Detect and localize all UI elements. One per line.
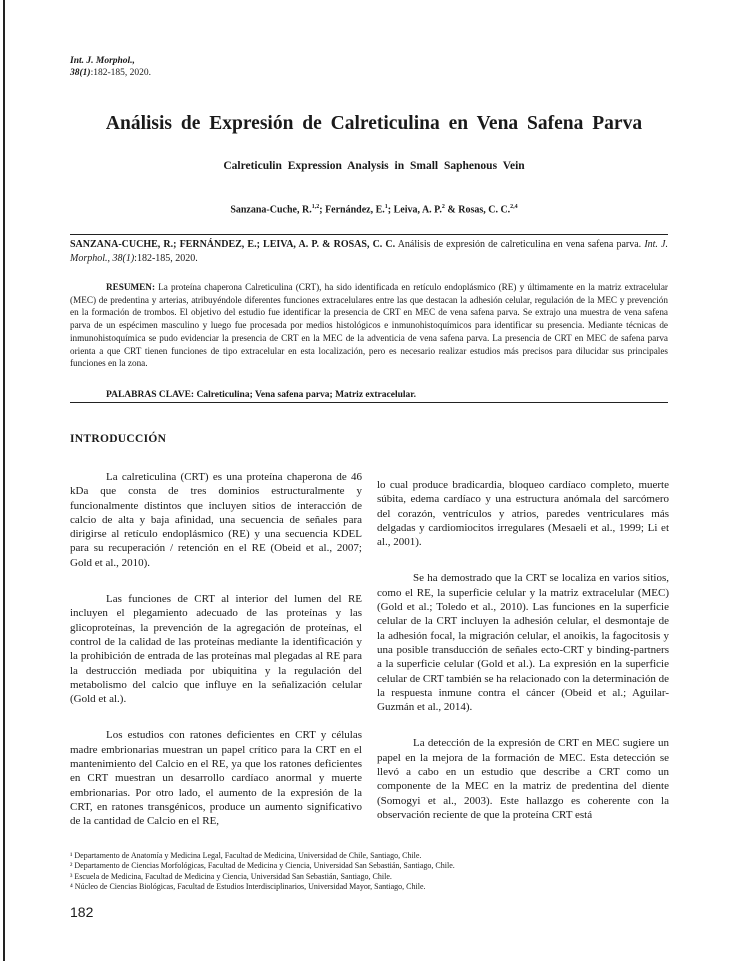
body-paragraph: lo cual produce bradicardia, bloqueo cardíaco completo, muerte súbita, edema cardíaco y una estructura anómala del sarcómero del corazón, ventrículos y atrios, paredes ventriculares más delgadas y cardiomiocitos irregulares (Mesaeli et al., 1999; Li et al., 2001).: [377, 479, 669, 549]
keywords-text: Calreticulina; Vena safena parva; Matriz extracelular.: [194, 390, 416, 400]
section-heading: INTRODUCCIÓN: [70, 433, 167, 445]
author-name: Rosas, C. C.: [458, 204, 511, 216]
citation-block: [70, 238, 668, 266]
author-separator: ;: [319, 204, 326, 216]
abstract: [70, 281, 668, 370]
journal-volume: 38(1): [70, 68, 91, 78]
page-edge-rule: [3, 0, 5, 961]
author-name: Leiva, A. P.: [393, 204, 442, 216]
author-name: Fernández, E.: [325, 204, 385, 216]
keywords-label: PALABRAS CLAVE:: [106, 390, 195, 400]
body-paragraph: Las funciones de CRT al interior del lumen del RE incluyen el plegamiento adecuado de las proteínas y las glicoproteínas, la prevención de la agregación de proteínas, el control de la calidad de las proteínas mediante la identificación y la prohibición de entrada de las proteínas mal plegadas al RE para la destrucción mediada por ubiquitina y la regulación del metabolismo del calcio que influye en la señalización celular (Gold et al.).: [70, 593, 362, 706]
citation-pages: :182-185, 2020.: [134, 253, 198, 264]
body-paragraph: Los estudios con ratones deficientes en CRT y células madre embrionarias muestran un papel crítico para la CRT en el mantenimiento del Calcio en el RE, ya que los ratones deficientes en CRT muestran un desarrollo cardíaco anormal y muerte embrionarias. Por otro lado, el aumento de la expresión de la CRT, en ratones transgénicos, produce un aumento significativo de la cantidad de Calcio en el RE,: [70, 729, 362, 828]
author-affiliation: 2: [441, 204, 445, 210]
left-column: [70, 470, 362, 851]
author-separator: &: [444, 204, 459, 216]
paper-title: Análisis de Expresión de Calreticulina en Vena Safena Parva: [105, 113, 643, 134]
footnote: ⁴ Núcleo de Ciencias Biológicas, Facultad de Estudios Interdisciplinarios, Universidad Mayor, Santiago, Chile.: [70, 881, 426, 891]
author-affiliation: 1,2: [311, 204, 320, 210]
page-number: 182: [70, 904, 94, 920]
author-affiliation: 1: [384, 204, 388, 210]
body-paragraph: Se ha demostrado que la CRT se localiza en varios sitios, como el RE, la superficie celular y la matriz extracelular (MEC) (Gold et al.; Toledo et al., 2010). Las funciones en la superficie celular de la CRT incluyen la adhesión celular, el desmontaje de la adhesión focal, la migración celular, el anoikis, la fagocitosis y una posible transducción de señales ecto-CRT y binding-partners a la superficie celular (Gold et al.). La expresión en la superficie celular de CRT también se ha relacionado con la determinación de la respuesta inmune contra el cáncer (Obeid et al.; Aguilar-Guzmán et al., 2014).: [377, 572, 669, 714]
keywords: [70, 390, 668, 400]
right-column: [377, 478, 669, 844]
author-name: Sanzana-Cuche, R.: [230, 204, 312, 216]
paper-subtitle: Calreticulin Expression Analysis in Small Saphenous Vein: [223, 160, 525, 172]
journal-name: Int. J. Morphol.,: [70, 56, 135, 66]
footnote: ² Departamento de Ciencias Morfológicas, Facultad de Medicina y Ciencia, Universidad San Sebastián, Santiago, Chile.: [70, 861, 455, 871]
footnote: ¹ Departamento de Anatomía y Medicina Legal, Facultad de Medicina, Universidad de Chile, Santiago, Chile.: [70, 851, 422, 860]
author-list: [0, 204, 748, 215]
journal-reference: [70, 55, 151, 79]
citation-title: Análisis de expresión de calreticulina en vena safena parva.: [395, 239, 645, 250]
footnotes: [70, 851, 670, 892]
citation-authors: SANZANA-CUCHE, R.; FERNÁNDEZ, E.; LEIVA, A. P. & ROSAS, C. C.: [70, 239, 396, 250]
rule-top: [70, 234, 668, 235]
body-paragraph: La detección de la expresión de CRT en MEC sugiere un papel en la mejora de la formación de MEC. Esta detección se llevó a cabo en un estudio que describe a CRT como un componente de la MEC en la matriz de predentina del diente (Somogyi et al., 2003). Este hallazgo es coherente con la observación reciente de que la proteína CRT está: [377, 737, 669, 821]
author-affiliation: 2,4: [510, 204, 518, 210]
rule-bottom: [70, 402, 668, 403]
abstract-text: La proteína chaperona Calreticulina (CRT), ha sido identificada en retículo endoplásmico (RE) y últimamente en la matriz extracelular (MEC) de predentina y arterias, atribuyéndole diferentes funciones extracelulares entre las que destacan la adhesión celular, regulación de la MEC y prevención en la formación de trombos. El objetivo del estudio fue identificar la presencia de CRT en MEC de vena safena parva. Se extrajo una muestra de vena safena parva de un espécimen masculino y luego fue procesada por medios histológicos e inmunohistoquímicos para identificar su presencia. Mediante técnicas de inmunohistoquímica se pudo evidenciar la presencia de CRT en la MEC de la adventicia de vena safena parva. La presencia de CRT en MEC de safena parva orienta a que CRT tienen funciones de tipo extracelular en esta localización, pero es necesario realizar estudios más precisos para dilucidar sus principales funciones en la zona.: [70, 282, 668, 369]
footnote: ³ Escuela de Medicina, Facultad de Medicina y Ciencia, Universidad San Sebastián, Santiago, Chile.: [70, 871, 392, 881]
author-separator: ;: [387, 204, 394, 216]
citation-journal: Int. J. Morphol., 38(1): [70, 239, 668, 264]
body-paragraph: La calreticulina (CRT) es una proteína chaperona de 46 kDa que consta de tres dominios estructuralmente y funcionalmente distintos que incluyen sitios de interacción de calcio de alta y baja afinidad, una secuencia de señales para dirigirse al retículo endoplásmico (RE) y una secuencia KDEL para su recuperación / retención en el RE (Obeid et al., 2007; Gold et al., 2010).: [70, 471, 362, 569]
journal-pages: :182-185, 2020.: [90, 68, 152, 78]
abstract-label: RESUMEN:: [106, 282, 156, 292]
